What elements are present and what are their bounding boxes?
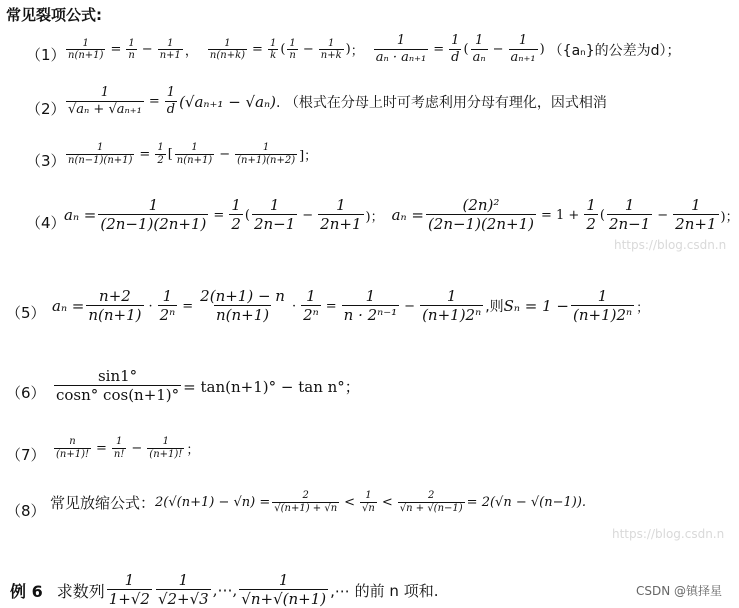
- numerator: 1: [586, 196, 596, 214]
- equals-sign: =: [252, 42, 263, 58]
- equals-sign: =: [110, 42, 122, 58]
- equals-sign: =: [325, 298, 337, 314]
- example-prompt: 求数列: [56, 581, 105, 601]
- fraction: [426, 197, 536, 233]
- denominator: 2ⁿ: [303, 306, 319, 325]
- denominator: aₙ₊₁: [510, 49, 536, 65]
- fraction: [673, 197, 718, 233]
- numerator: 1: [128, 37, 135, 49]
- numerator: 1: [97, 142, 104, 153]
- numerator: 1: [262, 142, 270, 153]
- paren: ): [539, 42, 545, 58]
- denominator: 2: [157, 154, 164, 166]
- fraction: [229, 197, 243, 233]
- annotation-text: . （根式在分母上时可考虑利用分母有理化，因式相消: [275, 94, 607, 111]
- fraction: [155, 142, 165, 167]
- fraction: [268, 38, 278, 63]
- bracket: ]；: [299, 148, 318, 164]
- denominator: n+k: [320, 50, 342, 62]
- fraction: [158, 38, 183, 63]
- equals-sign: =: [96, 440, 107, 456]
- numerator: 1: [178, 571, 189, 589]
- denominator: 2n−1: [608, 215, 651, 234]
- minus-sign: −: [302, 42, 314, 58]
- fraction: [319, 38, 344, 63]
- denominator: 2ⁿ: [159, 306, 176, 325]
- formula-5: [52, 288, 649, 324]
- formula-3: [64, 142, 317, 167]
- denominator: (n+1)!: [149, 448, 183, 460]
- connective-text: ,则: [485, 299, 504, 316]
- fraction: [272, 490, 339, 515]
- numerator: 1: [100, 85, 110, 100]
- denominator: √2+√3: [157, 590, 209, 608]
- formula-8: [50, 490, 586, 515]
- denominator: √n + √(n−1): [399, 502, 463, 514]
- rhs-expression: (√aₙ₊₁ − √aₙ): [179, 92, 276, 111]
- formula-1: [64, 34, 681, 66]
- fraction: [208, 38, 247, 63]
- sum-expression: Sₙ = 1 −: [503, 297, 569, 316]
- fraction: [165, 86, 177, 118]
- paren: (: [463, 42, 469, 58]
- denominator: n: [289, 50, 296, 62]
- fraction: [107, 572, 152, 608]
- denominator: (2n−1)(2n+1): [100, 215, 207, 234]
- formula-label-7: （7）: [6, 446, 46, 464]
- numerator: 1: [191, 142, 198, 153]
- numerator: 1: [157, 142, 164, 153]
- denominator: 2n−1: [253, 215, 296, 234]
- denominator: n(n+1): [216, 306, 270, 325]
- numerator: sin1°: [97, 367, 138, 385]
- formula-label-5: （5）: [6, 304, 46, 322]
- formula-label-2: （2）: [26, 100, 66, 118]
- fraction: [66, 142, 134, 167]
- equals-sign: = 1 +: [540, 207, 580, 223]
- denominator: cosn° cos(n+1)°: [56, 386, 180, 405]
- formula-7: [52, 436, 199, 461]
- numerator: 2(n+1) − n: [200, 287, 285, 305]
- numerator: 1: [148, 196, 159, 214]
- numerator: 1: [365, 287, 376, 305]
- minus-sign: −: [141, 42, 153, 58]
- fraction: [66, 38, 105, 63]
- fraction: [374, 34, 429, 66]
- numerator: (2n)²: [462, 196, 500, 214]
- rhs-expression: = 2(√n − √(n−1)).: [466, 494, 587, 510]
- fraction: [54, 436, 91, 461]
- fraction: [147, 436, 184, 461]
- formula-label-1: （1）: [26, 46, 66, 64]
- numerator: 1: [269, 196, 280, 214]
- minus-sign: −: [404, 298, 416, 314]
- equals-sign: =: [182, 298, 194, 314]
- denominator: n(n−1)(n+1): [68, 154, 133, 166]
- lhs-expression: aₙ =: [52, 297, 85, 316]
- fraction: [318, 197, 363, 233]
- equals-sign: =: [148, 94, 160, 110]
- fraction: [584, 197, 598, 233]
- denominator: √aₙ + √aₙ₊₁: [68, 101, 142, 117]
- denominator: √n+√(n+1): [241, 590, 327, 608]
- dot-operator: ·: [291, 298, 297, 314]
- fraction: [571, 288, 634, 324]
- bracket: [: [167, 146, 173, 162]
- lhs-expression: aₙ =: [391, 206, 424, 225]
- numerator: n+2: [99, 287, 131, 305]
- numerator: 1: [166, 85, 176, 100]
- formula-2: [64, 86, 607, 118]
- fraction: [252, 197, 297, 233]
- denominator: n(n+1): [88, 306, 142, 325]
- numerator: 1: [224, 37, 231, 49]
- fraction: [158, 288, 178, 324]
- numerator: 1: [124, 571, 135, 589]
- fraction: [360, 490, 377, 515]
- denominator: √n: [362, 502, 375, 514]
- denominator: n(n+k): [209, 50, 246, 62]
- denominator: k: [270, 50, 277, 62]
- numerator: 1: [518, 33, 528, 48]
- equals-sign: =: [213, 207, 225, 223]
- rhs-expression: = tan(n+1)° − tan n°；: [183, 377, 360, 396]
- fraction: [66, 86, 144, 118]
- fraction: [156, 572, 211, 608]
- fraction: [342, 288, 400, 324]
- author-credit: CSDN @镇择星: [635, 584, 722, 598]
- page-heading: 常见裂项公式:: [6, 6, 102, 24]
- fraction: [86, 288, 143, 324]
- minus-sign: −: [302, 207, 314, 223]
- separator: ；: [350, 44, 364, 60]
- denominator: aₙ: [472, 49, 486, 65]
- fraction: [398, 490, 465, 515]
- denominator: n+1: [159, 50, 181, 62]
- numerator: 1: [365, 490, 372, 501]
- numerator: 1: [162, 436, 169, 447]
- formula-label-4: （4）: [26, 214, 66, 232]
- watermark: https://blog.csdn.n: [614, 238, 727, 252]
- numerator: 1: [82, 37, 89, 49]
- paren: (: [244, 207, 250, 223]
- denominator: aₙ · aₙ₊₁: [375, 49, 427, 65]
- fraction: [301, 288, 321, 324]
- numerator: 1: [328, 37, 335, 49]
- fraction: [607, 197, 652, 233]
- fraction: [287, 38, 297, 63]
- denominator: 1+√2: [108, 590, 150, 608]
- example-6: [10, 572, 438, 608]
- fraction: [112, 436, 126, 461]
- denominator: (n+1)(n+2): [237, 154, 296, 166]
- formula-label-3: （3）: [26, 152, 66, 170]
- equals-sign: =: [139, 146, 151, 162]
- numerator: 1: [451, 33, 460, 48]
- ellipsis: ,⋯,: [212, 581, 238, 600]
- equals-sign: =: [433, 42, 445, 58]
- lhs-expression: 2(√(n+1) − √n) =: [155, 494, 271, 510]
- fraction: [420, 288, 483, 324]
- example-label: 例 6: [10, 581, 43, 601]
- paren: )；: [365, 209, 384, 225]
- numerator: 1: [597, 287, 608, 305]
- denominator: d: [451, 49, 460, 65]
- numerator: 1: [167, 37, 174, 49]
- numerator: 1: [278, 571, 289, 589]
- numerator: 1: [289, 37, 296, 49]
- numerator: 1: [624, 196, 635, 214]
- formula-6: [52, 368, 360, 404]
- section-title: 常见放缩公式：: [50, 493, 156, 512]
- fraction: [449, 34, 461, 66]
- denominator: n · 2ⁿ⁻¹: [343, 306, 398, 325]
- formula-label-8: （8）: [6, 502, 46, 520]
- watermark: https://blog.csdn.n: [612, 527, 725, 541]
- numerator: 2: [302, 490, 309, 501]
- numerator: 1: [691, 196, 701, 214]
- fraction: [239, 572, 328, 608]
- formula-4: [64, 197, 739, 233]
- denominator: (n+1)!: [56, 448, 90, 460]
- minus-sign: −: [657, 207, 669, 223]
- fraction: [175, 142, 214, 167]
- fraction: [509, 34, 538, 66]
- separator: ，: [184, 44, 198, 60]
- denominator: n(n+1): [176, 154, 213, 166]
- formula-label-6: （6）: [6, 384, 46, 402]
- minus-sign: −: [219, 146, 231, 162]
- separator: ；: [186, 442, 200, 458]
- minus-sign: −: [492, 42, 504, 58]
- denominator: d: [166, 101, 176, 117]
- numerator: 1: [306, 287, 316, 305]
- example-tail: ,⋯ 的前 n 项和.: [330, 581, 439, 600]
- minus-sign: −: [131, 440, 143, 456]
- fraction: [235, 142, 297, 167]
- denominator: 2: [231, 215, 241, 234]
- numerator: 1: [162, 287, 173, 305]
- denominator: 2: [586, 215, 596, 234]
- fraction: [126, 38, 136, 63]
- numerator: 1: [115, 436, 123, 447]
- denominator: n!: [113, 448, 125, 460]
- numerator: 1: [396, 33, 406, 48]
- denominator: n(n+1): [68, 50, 104, 62]
- numerator: 2: [428, 490, 435, 501]
- numerator: 1: [474, 33, 484, 48]
- denominator: 2n+1: [320, 215, 362, 234]
- fraction: [198, 288, 287, 324]
- denominator: 2n+1: [675, 215, 717, 234]
- paren: (: [280, 42, 286, 58]
- fraction: [54, 368, 181, 404]
- denominator: n: [128, 50, 135, 62]
- less-than-sign: <: [344, 494, 356, 510]
- paren: )；: [720, 209, 739, 225]
- separator: ；: [636, 300, 650, 316]
- numerator: 1: [446, 287, 457, 305]
- denominator: (n+1)2ⁿ: [422, 306, 482, 325]
- denominator: (2n−1)(2n+1): [427, 215, 534, 234]
- fraction: [471, 34, 488, 66]
- dot-operator: ·: [148, 298, 153, 314]
- denominator: (n+1)2ⁿ: [572, 306, 633, 325]
- paren: (: [599, 207, 605, 223]
- lhs-expression: aₙ =: [64, 206, 97, 225]
- numerator: 1: [269, 37, 277, 49]
- less-than-sign: <: [381, 494, 393, 510]
- paren: ): [345, 42, 351, 58]
- annotation-text: （{aₙ}的公差为d）；: [548, 42, 681, 59]
- numerator: 1: [231, 196, 241, 214]
- fraction: [98, 197, 208, 233]
- denominator: √(n+1) + √n: [274, 502, 338, 514]
- numerator: 1: [336, 196, 346, 214]
- numerator: n: [69, 436, 76, 447]
